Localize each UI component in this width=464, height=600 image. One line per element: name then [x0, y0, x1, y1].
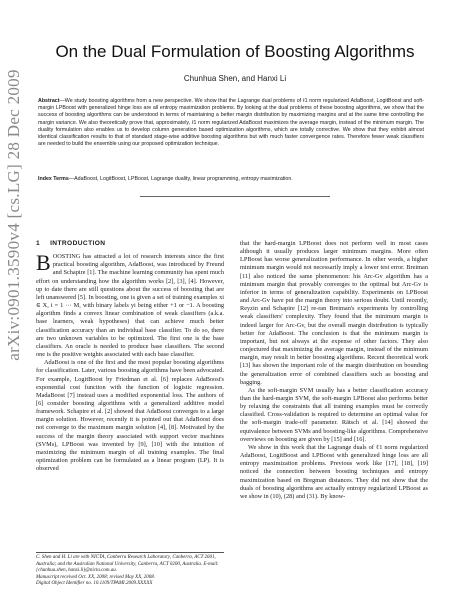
footnote — [36, 555, 224, 588]
arxiv-identifier — [2, 69, 26, 361]
right-paragraph-3: We show in this work that the Lagrange duals of ℓ1 norm regularized AdaBoost, LogitBoost and LPBoost with generalized hinge loss are all entropy maximization problems. Previous work like [17], [18], [19] noticed the connection between boosting techniques and entropy maximization based on Bregman distances. They did not show that the duals of boosting algorithms are actually entropy regularized LPBoost as we show in (10), (28) and (31). By know- — [240, 443, 428, 500]
arxiv-identifier-text: arXiv:0901.3590v4 [cs.LG] 28 Dec 2009 — [4, 69, 23, 361]
right-paragraph-2: As the soft-margin SVM usually has a better classification accuracy than the hard-margin SVM, the soft-margin LPBoost also performs better by relaxing the constraints that all training examples must be correctly classified. Cross-validation is required to determine an optimal value for the soft-margin trade-off parameter. Rätsch et al. [14] showed the equivalence between SVMs and boosting-like algorithms. Comprehensive overviews on boosting are given by [15] and [16]. — [240, 386, 428, 443]
index-terms — [38, 176, 424, 183]
section-number: 1 — [36, 240, 41, 247]
left-column — [36, 240, 224, 473]
abstract — [38, 98, 424, 148]
drop-cap: B — [36, 250, 51, 276]
section-heading — [36, 240, 224, 248]
abstract-text: —We study boosting algorithms from a new perspective. We show that the Lagrange dual problems of ℓ1 norm regularized AdaBoost, LogitBoost and soft-margin LPBoost with generalized hinge loss are all entropy maximization problems. By looking at the dual problems of these boosting algorithms, we show that the success of boosting algorithms can be understood in terms of maintaining a better margin distribution by maximizing margins and at the same time controlling the margin variance. We also theoretically prove that, approximately, ℓ1 norm regularized AdaBoost maximizes the average margin, instead of the minimum margin. The duality formulation also enables us to develop column generation based optimization algorithms, which are totally corrective. We show that they exhibit almost identical classification results to that of standard stage-wise additive boosting algorithms but with much faster convergence rates. Therefore fewer weak classifiers are needed to build the ensemble using our proposed optimization technique. — [38, 98, 424, 148]
footnote-doi: Digital Object Identifier no. 10.1109/TPAMI.2009.XXXXX — [36, 581, 153, 587]
footnote-divider — [36, 552, 224, 553]
section-title: INTRODUCTION — [50, 240, 106, 247]
lead-smallcaps: OOSTING — [52, 253, 81, 261]
index-terms-text: —AdaBoost, LogitBoost, LPBoost, Lagrange duality, linear programming, entropy maximization. — [68, 176, 293, 182]
index-terms-label: Index Terms — [38, 176, 69, 182]
paper-authors: Chunhua Shen, and Hanxi Li — [183, 74, 287, 83]
header-divider — [140, 196, 330, 197]
intro-paragraph-2: AdaBoost is one of the first and the most popular boosting algorithms for classification. Later, various boosting algorithms have been advocated. For example, LogitBoost by Friedman et al. [6] replaces AdaBoost's exponential cost function with the function of logistic regression. MadaBoost [7] instead uses a modified exponential loss. The authors of [6] consider boosting algorithms with a generalized additive model framework. Schapire et al. [2] showed that AdaBoost converges to a large margin solution. However, recently it is pointed out that AdaBoost does not converge to the maximum margin solution [4], [8]. Motivated by the success of the margin theory associated with support vector machines (SVMs), LPBoost was invented by [9], [10] with the intuition of maximizing the minimum margin of all training examples. The final optimization problem can be formulated as a linear program (LP). It is observed — [36, 359, 224, 473]
footnote-affiliation: C. Shen and H. Li are with NICTA, Canberra Research Laboratory, Canberra, ACT 2601, Australia; and the Australian National University, Canberra, ACT 0200, Australia. E-mail: {chunhua.shen, hanxi.li}@nicta.com.au. — [36, 555, 219, 574]
footnote-manuscript: Manuscript received Oct. XX, 2008; revised May XX, 2008. — [36, 574, 156, 580]
paper-title: On the Dual Formulation of Boosting Algorithms — [55, 42, 415, 61]
right-paragraph-1: that the hard-margin LPBoost does not perform well in most cases although it usually produces larger minimum margins. More often LPBoost has worse generalization performance. In other words, a higher minimum margin would not necessarily imply a lower test error. Breiman [11] also noticed the same phenomenon: his Arc-Gv algorithm has a minimum margin that provably converges to the optimal but Arc-Gv is inferior in terms of generalization capability. Experiments on LPBoost and Arc-Gv have put the margin theory into serious doubt. Until recently, Reyzin and Schapire [12] re-ran Breiman's experiments by controlling weak classifiers' complexity. They found that the minimum margin is indeed larger for Arc-Gv, but the overall margin distribution is typically better for AdaBoost. The conclusion is that the minimum margin is important, but not always at the expense of other factors. They also conjectured that maximizing the average margin, instead of the minimum margin, may result in better boosting algorithms. Recent theoretical work [13] has shown the important role of the margin distribution on bounding the generalization error of combined classifiers such as boosting and bagging. — [240, 240, 428, 386]
intro-paragraph-1 — [36, 250, 224, 359]
abstract-label: Abstract — [38, 98, 60, 104]
right-column — [240, 240, 428, 501]
intro-paragraph-1-text: has attracted a lot of research interests since the first practical boosting algorithm, AdaBoost, was introduced by Freund and Schapire [1]. The machine learning community has spent much effort on understanding how the algorithm works [2], [3], [4]. However, up to date there are still questions about the success of boosting that are left unanswered [5]. In boosting, one is given a set of training examples xi ∈ X, i = 1 ··· M, with binary labels yi being either +1 or −1. A boosting algorithm finds a convex linear combination of weak classifiers (a.k.a. base learners, weak hypotheses) that can achieve much better classification accuracy than an individual base classifier. To do so, there are two unknown variables to be optimized. The first one is the base classifiers. An oracle is needed to produce base classifiers. The second one is the positive weights associated with each base classifier. — [36, 253, 224, 359]
